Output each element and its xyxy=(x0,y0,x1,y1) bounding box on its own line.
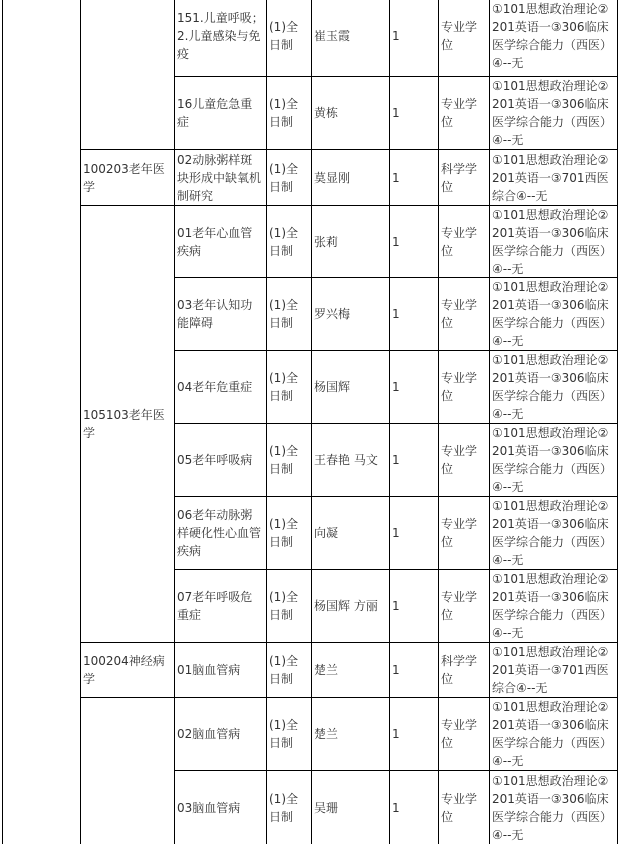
study-mode-cell-text: (1)全日制 xyxy=(269,590,298,622)
direction-cell xyxy=(175,206,266,277)
tutor-cell-text: 楚兰 xyxy=(314,727,339,741)
study-mode-cell xyxy=(267,643,311,697)
quota-cell-text: 1 xyxy=(392,663,400,677)
tutor-cell-text: 王春艳 马文 xyxy=(314,453,378,467)
exam-subjects-cell-text: ①101思想政治理论②201英语一③306临床医学综合能力（西医）④--无 xyxy=(492,207,613,276)
direction-cell xyxy=(175,0,266,76)
tutor-cell xyxy=(312,351,389,423)
tutor-cell xyxy=(312,570,389,642)
quota-cell-text: 1 xyxy=(392,307,400,321)
quota-cell xyxy=(390,206,438,277)
study-mode-cell xyxy=(267,150,311,205)
degree-type-cell-text: 科学学位 xyxy=(441,161,478,194)
tutor-cell xyxy=(312,424,389,496)
direction-cell-text: 05老年呼吸病 xyxy=(177,453,253,467)
quota-cell xyxy=(390,698,438,770)
tutor-cell-text: 向凝 xyxy=(314,526,339,540)
direction-cell-text: 01老年心血管疾病 xyxy=(177,225,253,258)
tutor-cell xyxy=(312,77,389,149)
degree-type-cell-text: 专业学位 xyxy=(441,298,478,330)
study-mode-cell-text: (1)全日制 xyxy=(269,225,298,258)
direction-cell-text: 06老年动脉粥样硬化性心血管疾病 xyxy=(177,508,262,558)
quota-cell-text: 1 xyxy=(392,526,400,540)
column-divider xyxy=(617,0,618,844)
exam-subjects-cell xyxy=(490,698,617,770)
major-cell-text: 100203老年医学 xyxy=(83,161,165,194)
degree-type-cell xyxy=(439,424,489,496)
quota-cell-text: 1 xyxy=(392,727,400,741)
degree-type-cell xyxy=(439,351,489,423)
degree-type-cell xyxy=(439,643,489,697)
tutor-cell xyxy=(312,278,389,350)
quota-cell xyxy=(390,0,438,76)
quota-cell-text: 1 xyxy=(392,800,400,815)
direction-cell-text: 16儿童危急重症 xyxy=(177,97,253,129)
quota-cell-text: 1 xyxy=(392,380,400,394)
direction-cell xyxy=(175,150,266,205)
direction-cell xyxy=(175,351,266,423)
study-mode-cell xyxy=(267,570,311,642)
quota-cell xyxy=(390,278,438,350)
tutor-cell xyxy=(312,698,389,770)
exam-subjects-cell xyxy=(490,77,617,149)
direction-cell xyxy=(175,278,266,350)
quota-cell xyxy=(390,570,438,642)
direction-cell-text: 03老年认知功能障碍 xyxy=(177,298,253,330)
tutor-cell-text: 张莉 xyxy=(314,234,339,249)
study-mode-cell-text: (1)全日制 xyxy=(269,97,298,129)
degree-type-cell-text: 专业学位 xyxy=(441,718,478,750)
direction-cell-text: 03脑血管病 xyxy=(177,800,241,815)
quota-cell-text: 1 xyxy=(392,28,400,43)
degree-type-cell xyxy=(439,206,489,277)
exam-subjects-cell-text: ①101思想政治理论②201英语一③306临床医学综合能力（西医）④--无 xyxy=(492,280,613,348)
direction-cell-text: 04老年危重症 xyxy=(177,380,253,394)
exam-subjects-cell xyxy=(490,0,617,76)
exam-subjects-cell-text: ①101思想政治理论②201英语一③306临床医学综合能力（西医）④--无 xyxy=(492,79,613,147)
degree-type-cell-text: 专业学位 xyxy=(441,371,478,403)
exam-subjects-cell-text: ①101思想政治理论②201英语一③306临床医学综合能力（西医）④--无 xyxy=(492,773,613,842)
tutor-cell xyxy=(312,643,389,697)
quota-cell xyxy=(390,643,438,697)
tutor-cell-text: 莫显刚 xyxy=(314,170,351,185)
major-cell-merged-text: 105103老年医学 xyxy=(83,408,165,440)
tutor-cell-text: 黄栋 xyxy=(314,106,339,120)
study-mode-cell xyxy=(267,351,311,423)
exam-subjects-cell xyxy=(490,424,617,496)
quota-cell-text: 1 xyxy=(392,599,400,613)
tutor-cell xyxy=(312,150,389,205)
study-mode-cell-text: (1)全日制 xyxy=(269,19,298,52)
tutor-cell-text: 吴珊 xyxy=(314,800,339,815)
exam-subjects-cell xyxy=(490,771,617,844)
degree-type-cell xyxy=(439,77,489,149)
study-mode-cell-text: (1)全日制 xyxy=(269,444,298,476)
direction-cell xyxy=(175,424,266,496)
study-mode-cell-text: (1)全日制 xyxy=(269,517,298,549)
direction-cell-text: 07老年呼吸危重症 xyxy=(177,590,253,622)
study-mode-cell xyxy=(267,497,311,569)
study-mode-cell-text: (1)全日制 xyxy=(269,791,298,824)
study-mode-cell xyxy=(267,0,311,76)
exam-subjects-cell-text: ①101思想政治理论②201英语一③701西医综合④--无 xyxy=(492,152,609,203)
exam-subjects-cell-text: ①101思想政治理论②201英语一③306临床医学综合能力（西医）④--无 xyxy=(492,499,613,567)
degree-type-cell-text: 专业学位 xyxy=(441,444,478,476)
degree-type-cell-text: 专业学位 xyxy=(441,19,478,52)
exam-subjects-cell xyxy=(490,351,617,423)
study-mode-cell-text: (1)全日制 xyxy=(269,654,298,686)
exam-subjects-cell xyxy=(490,150,617,205)
exam-subjects-cell xyxy=(490,278,617,350)
study-mode-cell-text: (1)全日制 xyxy=(269,298,298,330)
direction-cell-text: 02动脉粥样斑块形成中缺氧机制研究 xyxy=(177,152,262,203)
exam-subjects-cell-text: ①101思想政治理论②201英语一③306临床医学综合能力（西医）④--无 xyxy=(492,572,613,640)
degree-type-cell-text: 专业学位 xyxy=(441,791,478,824)
exam-subjects-cell-text: ①101思想政治理论②201英语一③306临床医学综合能力（西医）④--无 xyxy=(492,353,613,421)
quota-cell xyxy=(390,497,438,569)
study-mode-cell xyxy=(267,206,311,277)
degree-type-cell-text: 科学学位 xyxy=(441,654,478,686)
degree-type-cell xyxy=(439,150,489,205)
quota-cell xyxy=(390,77,438,149)
exam-subjects-cell-text: ①101思想政治理论②201英语一③306临床医学综合能力（西医）④--无 xyxy=(492,700,613,768)
degree-type-cell xyxy=(439,0,489,76)
tutor-cell-text: 崔玉霞 xyxy=(314,28,351,43)
tutor-cell xyxy=(312,206,389,277)
exam-subjects-cell xyxy=(490,643,617,697)
study-mode-cell xyxy=(267,278,311,350)
exam-subjects-cell xyxy=(490,206,617,277)
exam-subjects-cell xyxy=(490,570,617,642)
degree-type-cell-text: 专业学位 xyxy=(441,225,478,258)
tutor-cell xyxy=(312,497,389,569)
quota-cell xyxy=(390,351,438,423)
study-mode-cell-text: (1)全日制 xyxy=(269,371,298,403)
degree-type-cell-text: 专业学位 xyxy=(441,97,478,129)
quota-cell xyxy=(390,150,438,205)
major-cell-text: 100204神经病学 xyxy=(83,654,165,686)
tutor-cell-text: 杨国辉 xyxy=(314,380,351,394)
column-divider xyxy=(2,0,3,844)
direction-cell xyxy=(175,77,266,149)
degree-type-cell xyxy=(439,771,489,844)
study-mode-cell-text: (1)全日制 xyxy=(269,718,298,750)
quota-cell-text: 1 xyxy=(392,106,400,120)
degree-type-cell xyxy=(439,698,489,770)
study-mode-cell-text: (1)全日制 xyxy=(269,161,298,194)
direction-cell xyxy=(175,643,266,697)
quota-cell xyxy=(390,424,438,496)
direction-cell-text: 02脑血管病 xyxy=(177,727,241,741)
major-cell xyxy=(81,150,174,205)
degree-type-cell xyxy=(439,497,489,569)
degree-type-cell-text: 专业学位 xyxy=(441,590,478,622)
exam-subjects-cell-text: ①101思想政治理论②201英语一③701西医综合④--无 xyxy=(492,645,609,695)
quota-cell-text: 1 xyxy=(392,234,400,249)
tutor-cell-text: 杨国辉 方丽 xyxy=(314,599,378,613)
study-mode-cell xyxy=(267,771,311,844)
direction-cell xyxy=(175,570,266,642)
direction-cell xyxy=(175,497,266,569)
tutor-cell xyxy=(312,0,389,76)
quota-cell xyxy=(390,771,438,844)
exam-subjects-cell-text: ①101思想政治理论②201英语一③306临床医学综合能力（西医）④--无 xyxy=(492,1,613,70)
major-cell-merged xyxy=(81,206,174,642)
direction-cell-text: 151.儿童呼吸；2.儿童感染与免疫 xyxy=(177,10,264,61)
study-mode-cell xyxy=(267,698,311,770)
degree-type-cell xyxy=(439,570,489,642)
major-cell xyxy=(81,643,174,697)
tutor-cell-text: 罗兴梅 xyxy=(314,307,351,321)
direction-cell xyxy=(175,771,266,844)
study-mode-cell xyxy=(267,424,311,496)
tutor-cell xyxy=(312,771,389,844)
direction-cell-text: 01脑血管病 xyxy=(177,663,241,677)
degree-type-cell-text: 专业学位 xyxy=(441,517,478,549)
quota-cell-text: 1 xyxy=(392,170,400,185)
exam-subjects-cell-text: ①101思想政治理论②201英语一③306临床医学综合能力（西医）④--无 xyxy=(492,426,613,494)
exam-subjects-cell xyxy=(490,497,617,569)
study-mode-cell xyxy=(267,77,311,149)
tutor-cell-text: 楚兰 xyxy=(314,663,339,677)
degree-type-cell xyxy=(439,278,489,350)
quota-cell-text: 1 xyxy=(392,453,400,467)
direction-cell xyxy=(175,698,266,770)
